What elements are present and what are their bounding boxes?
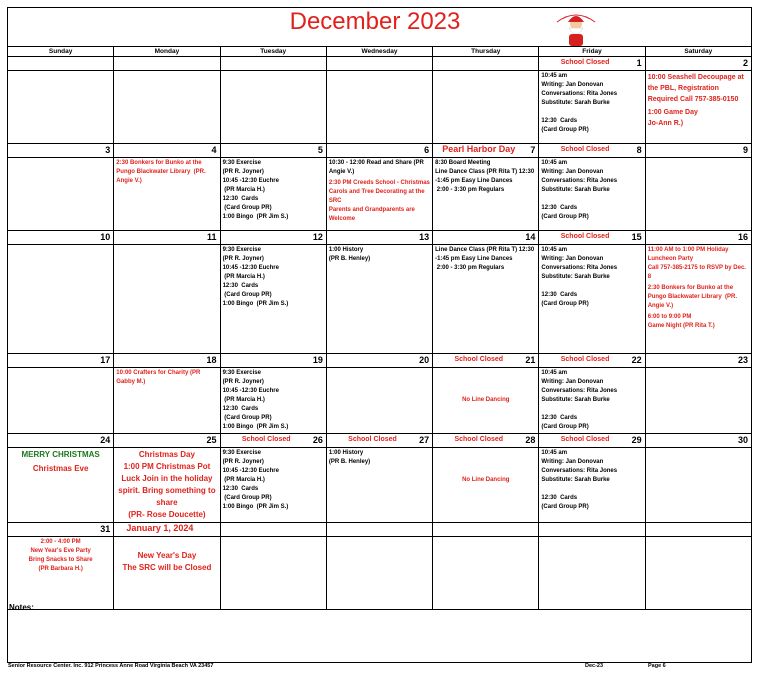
day-cell: [114, 71, 220, 144]
day-cell-header: [114, 231, 220, 245]
day-cell: [539, 537, 645, 610]
day-number: 19: [312, 355, 323, 365]
day-cell-header: [433, 523, 539, 537]
event-text: No Line Dancing: [462, 477, 510, 483]
event-text: 1:00 History (PR B. Henley): [328, 247, 371, 262]
day-cell-header: [220, 434, 326, 448]
day-cell: [220, 537, 326, 610]
day-cell-header: [114, 523, 220, 537]
day-cell: [326, 448, 432, 523]
day-cell: [220, 448, 326, 523]
day-cell-header: [433, 57, 539, 71]
event-text: 10:30 - 12:00 Read and Share (PR Angie V.): [328, 160, 426, 175]
day-number: 16: [737, 232, 748, 242]
event-text: 1:00 History (PR B. Henley): [328, 450, 371, 465]
day-number: 28: [525, 435, 536, 445]
day-number: 24: [100, 435, 111, 445]
event-text: 9:30 Exercise (PR R. Joyner) 10:45 -12:30 Euchre (PR Marcia H.) 12:30 Cards (Card Group PR) 1:00 Bingo (PR Jim S.): [222, 247, 289, 307]
day-cell-header: [433, 434, 539, 448]
day-cell: [645, 71, 751, 144]
day-cell: [433, 158, 539, 231]
event-text: 9:30 Exercise (PR R. Joyner) 10:45 -12:30 Euchre (PR Marcia H.) 12:30 Cards (Card Group PR) 1:00 Bingo (PR Jim S.): [222, 370, 289, 430]
day-cell: [645, 368, 751, 434]
day-cell-header: [433, 144, 539, 158]
calendar-grid: [7, 46, 752, 610]
day-cell-header: [8, 144, 114, 158]
day-cell: [433, 448, 539, 523]
event-text: 2:00 - 4:00 PM New Year's Eve Party Bring Snacks to Share (PR Barbara H.): [28, 539, 93, 572]
day-number: 21: [525, 355, 536, 365]
day-cell-header: [645, 57, 751, 71]
day-number: 29: [631, 435, 642, 445]
day-cell-header: [645, 354, 751, 368]
day-cell-header: [539, 231, 645, 245]
day-number: 31: [100, 524, 111, 534]
day-cell: [8, 537, 114, 610]
day-cell-header: [326, 354, 432, 368]
event-text: New Year's Day The SRC will be Closed: [122, 551, 212, 572]
day-number: 1: [636, 58, 642, 68]
day-number: 27: [419, 435, 430, 445]
event-text: Line Dance Class (PR Rita T) 12:30 -1:45 pm Easy Line Dances 2:00 - 3:30 pm Regulars: [435, 247, 535, 271]
day-label: School Closed: [560, 233, 610, 240]
day-cell: [645, 245, 751, 354]
day-cell-header: [539, 523, 645, 537]
day-number: 14: [525, 232, 536, 242]
day-cell: [433, 368, 539, 434]
day-header: Tuesday: [220, 47, 326, 57]
day-number: 18: [206, 355, 217, 365]
event-text: 11:00 AM to 1:00 PM Holiday Luncheon Party Call 757-385-2175 to RSVP by Dec. 8: [647, 247, 746, 280]
day-cell: [114, 245, 220, 354]
day-header: Monday: [114, 47, 220, 57]
day-number: 15: [631, 232, 642, 242]
day-label: January 1, 2024: [126, 523, 194, 533]
day-label: Pearl Harbor Day: [442, 144, 516, 154]
day-number: 26: [312, 435, 323, 445]
day-label: School Closed: [560, 146, 610, 153]
day-cell: [8, 158, 114, 231]
day-cell: [433, 71, 539, 144]
day-cell: [539, 71, 645, 144]
day-header: Wednesday: [326, 47, 432, 57]
santa-icon: [553, 12, 599, 48]
event-text: Christmas Eve: [32, 464, 89, 473]
event-text: Christmas Day 1:00 PM Christmas Pot Luck Join in the holiday spirit. Bring something to share (PR- Rose Doucette): [118, 450, 216, 519]
day-number: 7: [530, 145, 536, 155]
day-label: School Closed: [348, 436, 397, 443]
event-text: 9:30 Exercise (PR R. Joyner) 10:45 -12:30 Euchre (PR Marcia H.) 12:30 Cards (Card Group PR) 1:00 Bingo (PR Jim S.): [222, 160, 289, 220]
day-cell-header: [8, 231, 114, 245]
day-header: Thursday: [433, 47, 539, 57]
day-cell: [326, 245, 432, 354]
day-cell-header: [539, 354, 645, 368]
day-cell: [114, 537, 220, 610]
day-label: School Closed: [560, 436, 610, 443]
notes-label: Notes:: [9, 603, 34, 612]
day-cell-header: [8, 354, 114, 368]
day-number: 6: [424, 145, 430, 155]
day-cell-header: [114, 434, 220, 448]
day-header: Saturday: [645, 47, 751, 57]
day-cell: [8, 245, 114, 354]
day-number: 23: [737, 355, 748, 365]
day-number: 17: [100, 355, 111, 365]
day-cell-header: [114, 57, 220, 71]
day-cell-header: [645, 523, 751, 537]
event-text: MERRY CHRISTMAS: [21, 450, 100, 459]
day-number: 20: [419, 355, 430, 365]
day-cell-header: [220, 57, 326, 71]
day-cell: [433, 537, 539, 610]
page-title: December 2023: [289, 8, 461, 35]
event-text: 10:00 Crafters for Charity (PR Gabby M.): [116, 370, 202, 385]
day-cell-header: [8, 523, 114, 537]
day-number: 11: [207, 232, 217, 242]
event-text: 6:00 to 9:00 PM Game Night (PR Rita T.): [647, 314, 715, 329]
day-cell-header: [114, 144, 220, 158]
event-text: 2:30 Bonkers for Bunko at the Pungo Blackwater Library (PR. Angie V.): [647, 285, 739, 309]
day-cell-header: [8, 57, 114, 71]
day-cell-header: [539, 144, 645, 158]
day-cell: [539, 245, 645, 354]
day-cell: [114, 448, 220, 523]
day-cell-header: [539, 57, 645, 71]
day-cell: [220, 368, 326, 434]
day-number: 9: [742, 145, 748, 155]
day-cell-header: [645, 434, 751, 448]
event-text: 2:30 PM Creeds School - Christmas Carols and Tree Decorating at the SRC Parents and Grandparents are Welcome: [328, 180, 430, 222]
day-cell: [8, 448, 114, 523]
day-number: 2: [742, 58, 748, 68]
day-cell-header: [220, 523, 326, 537]
day-cell-header: [8, 434, 114, 448]
day-number: 5: [317, 145, 323, 155]
day-label: School Closed: [560, 59, 610, 66]
day-number: 12: [312, 232, 323, 242]
day-number: 22: [631, 355, 642, 365]
day-header: Sunday: [8, 47, 114, 57]
day-cell-header: [326, 57, 432, 71]
day-cell-header: [645, 144, 751, 158]
footer-month: Dec-23: [585, 663, 604, 669]
day-cell-header: [326, 434, 432, 448]
day-header: Friday: [539, 47, 645, 57]
day-number: 3: [105, 145, 111, 155]
day-cell-header: [114, 354, 220, 368]
event-text: 2:30 Bonkers for Bunko at the Pungo Blackwater Library (PR. Angie V.): [116, 160, 208, 184]
event-text: 10:45 am Writing: Jan Donovan Conversations: Rita Jones Substitute: Sarah Burke 12:30 Cards (Card Group PR): [541, 370, 618, 430]
event-text: 10:45 am Writing: Jan Donovan Conversations: Rita Jones Substitute: Sarah Burke 12:30 Cards (Card Group PR): [541, 160, 618, 220]
day-number: 25: [206, 435, 217, 445]
day-label: School Closed: [560, 356, 610, 363]
day-cell-header: [326, 231, 432, 245]
day-cell: [326, 71, 432, 144]
day-cell-header: [326, 144, 432, 158]
day-cell-header: [220, 231, 326, 245]
event-text: 10:45 am Writing: Jan Donovan Conversations: Rita Jones Substitute: Sarah Burke 12:30 Cards (Card Group PR): [541, 247, 618, 307]
day-cell-header: [220, 354, 326, 368]
day-number: 10: [100, 232, 111, 242]
day-cell: [220, 158, 326, 231]
day-cell-header: [326, 523, 432, 537]
day-number: 13: [419, 232, 430, 242]
day-cell: [114, 158, 220, 231]
day-label: School Closed: [241, 436, 291, 443]
day-cell: [539, 448, 645, 523]
day-cell: [114, 368, 220, 434]
day-cell-header: [645, 231, 751, 245]
day-cell: [645, 158, 751, 231]
day-cell-header: [433, 231, 539, 245]
event-text: 9:30 Exercise (PR R. Joyner) 10:45 -12:30 Euchre (PR Marcia H.) 12:30 Cards (Card Group PR) 1:00 Bingo (PR Jim S.): [222, 450, 289, 510]
event-text: 10:45 am Writing: Jan Donovan Conversations: Rita Jones Substitute: Sarah Burke 12:30 Cards (Card Group PR): [541, 73, 618, 133]
day-cell: [539, 158, 645, 231]
day-cell: [433, 245, 539, 354]
event-text: No Line Dancing: [462, 397, 510, 403]
day-number: 30: [737, 435, 748, 445]
day-cell: [326, 158, 432, 231]
day-cell: [326, 537, 432, 610]
event-text: 8:30 Board Meeting Line Dance Class (PR Rita T) 12:30 -1:45 pm Easy Line Dances 2:00 - 3:30 pm Regulars: [435, 160, 535, 193]
event-text: 10:45 am Writing: Jan Donovan Conversations: Rita Jones Substitute: Sarah Burke 12:30 Cards (Card Group PR): [541, 450, 618, 510]
event-text: 1:00 Game Day Jo-Ann R.): [647, 109, 698, 127]
day-cell-header: [433, 354, 539, 368]
day-cell: [220, 71, 326, 144]
day-number: 4: [211, 145, 217, 155]
day-number: 8: [636, 145, 642, 155]
day-cell: [8, 71, 114, 144]
day-cell-header: [220, 144, 326, 158]
day-cell: [645, 448, 751, 523]
day-cell: [539, 368, 645, 434]
day-cell: [326, 368, 432, 434]
day-cell: [8, 368, 114, 434]
event-text: 10:00 Seashell Decoupage at the PBL, Registration Required Call 757-385-0150: [647, 74, 746, 103]
footer-org: Senior Resource Center. Inc. 912 Princess Anne Road Virginia Beach VA 23457: [8, 663, 214, 669]
day-label: School Closed: [454, 436, 504, 443]
footer-page: Page 6: [648, 663, 666, 669]
day-cell: [220, 245, 326, 354]
day-cell-header: [539, 434, 645, 448]
day-label: School Closed: [454, 356, 504, 363]
day-cell: [645, 537, 751, 610]
